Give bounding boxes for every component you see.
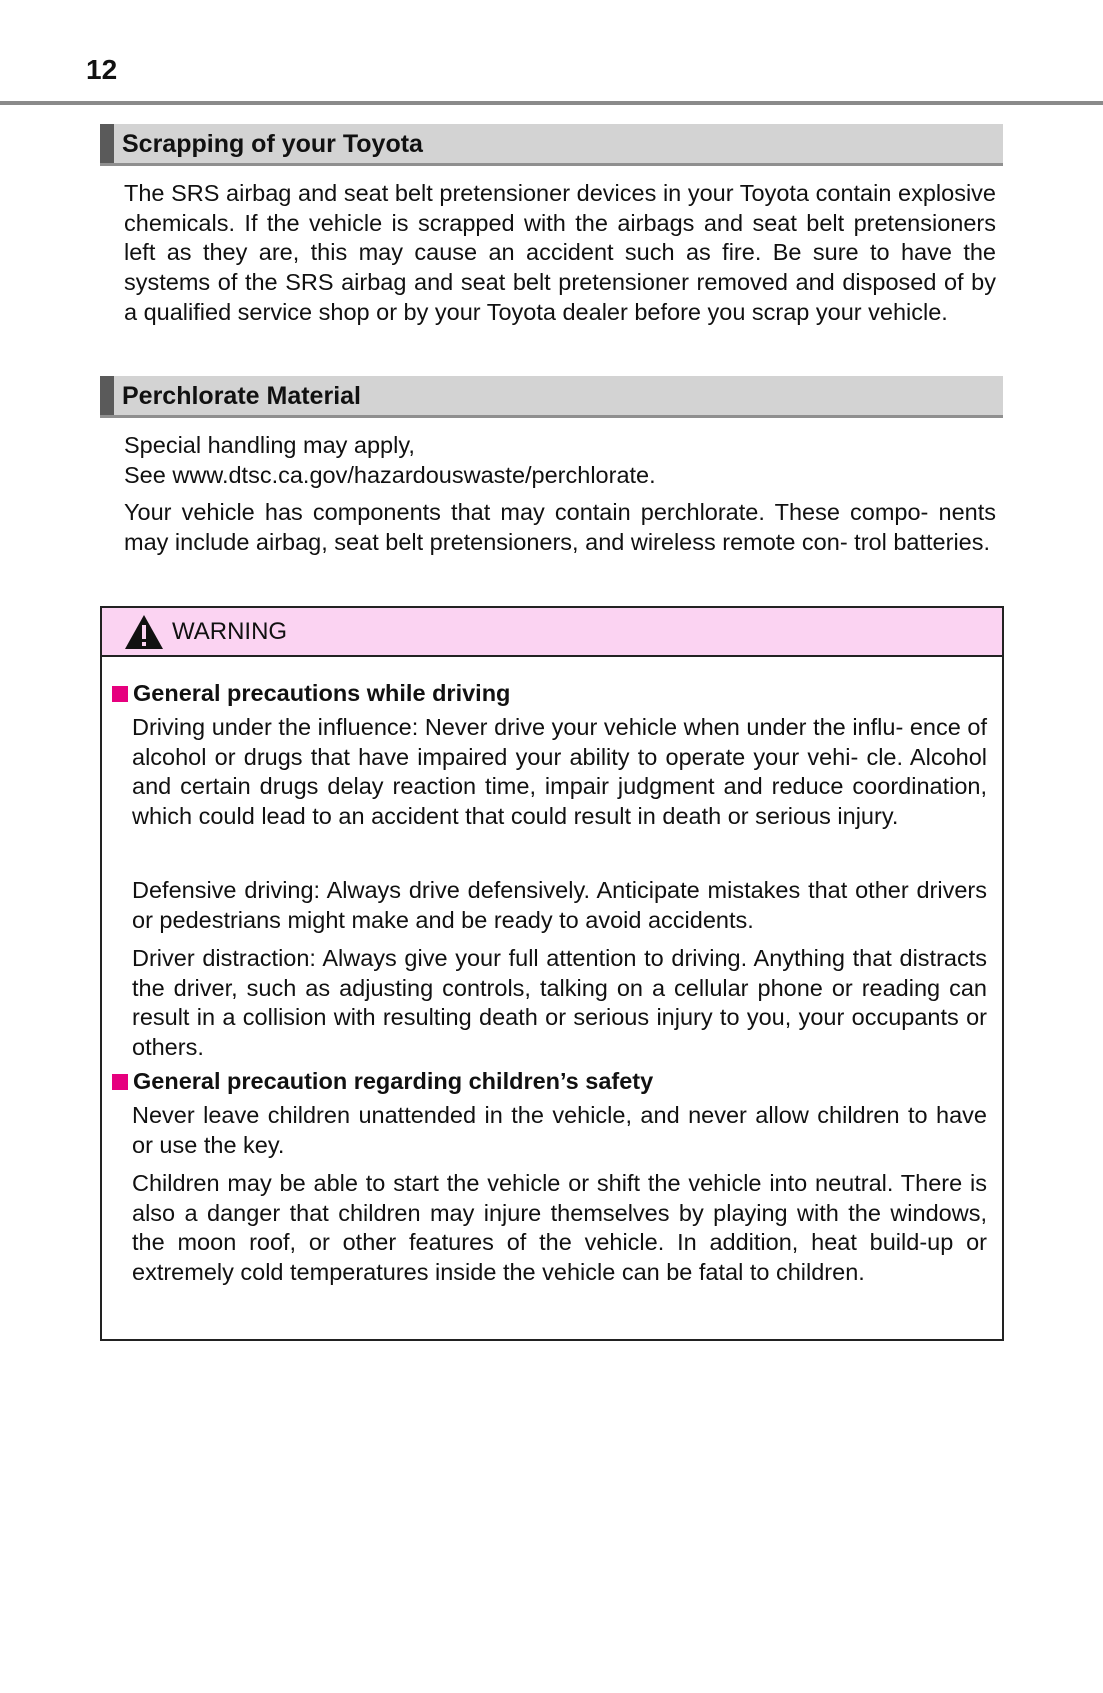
subheading-text: General precaution regarding children’s safety xyxy=(133,1068,654,1094)
warning-label: WARNING xyxy=(172,618,288,645)
warning-paragraph-distraction: Driver distraction: Always give your full attention to driving. Anything that distracts the driver, such as adjusting controls, talking on a cellular phone or reading can result in a collision with resulting death or serious injury to you, your occupants or others. xyxy=(132,945,987,1061)
magenta-square-bullet-icon xyxy=(112,686,128,702)
paragraph-perchlorate: Your vehicle has components that may contain perchlorate. These compo- nents may include airbag, seat belt pretensioners, and wireless remote con- trol batteries. xyxy=(124,499,996,555)
section-title: Scrapping of your Toyota xyxy=(122,130,423,158)
warning-paragraph-defensive: Defensive driving: Always drive defensively. Anticipate mistakes that other drivers or pedestrians might make and be ready to avoid accidents. xyxy=(132,877,987,933)
warning-subheading-children xyxy=(112,1068,653,1095)
warning-paragraph-unattended: Never leave children unattended in the vehicle, and never allow children to have or use the key. xyxy=(132,1102,987,1158)
section-header-bar xyxy=(100,124,114,163)
warning-paragraph-neutral: Children may be able to start the vehicle or shift the vehicle into neutral. There is also a danger that children may injure themselves by playing with the windows, the moon roof, or other features of the vehicle. In addition, heat build-up or extremely cold temperatures inside the vehicle can be fatal to children. xyxy=(132,1170,987,1286)
line-see-url: See www.dtsc.ca.gov/hazardouswaste/perchlorate. xyxy=(124,462,656,488)
section-header-perchlorate xyxy=(100,376,1003,418)
magenta-square-bullet-icon xyxy=(112,1074,128,1090)
top-rule xyxy=(0,101,1103,105)
warning-paragraph-influence: Driving under the influence: Never drive your vehicle when under the influ- ence of alcohol or drugs that have impaired your ability to operate your vehi- cle. Alcohol and certain drugs delay reaction time, impair judgment and reduce coordination, which could lead to an accident that could result in death or serious injury. xyxy=(132,714,987,830)
section-header-bar xyxy=(100,376,114,415)
line-special-handling: Special handling may apply, xyxy=(124,432,415,458)
warning-subheading-driving xyxy=(112,680,510,707)
warning-triangle-icon xyxy=(124,614,164,650)
section-title: Perchlorate Material xyxy=(122,382,361,410)
warning-box xyxy=(100,606,1004,1341)
subheading-text: General precautions while driving xyxy=(133,680,511,706)
page-number: 12 xyxy=(86,54,118,85)
section-header-scrapping xyxy=(100,124,1003,166)
warning-header xyxy=(102,608,1002,657)
paragraph-scrapping: The SRS airbag and seat belt pretensioner devices in your Toyota contain explosive chemicals. If the vehicle is scrapped with the airbags and seat belt pretensioners left as they are, this may cause an accident such as fire. Be sure to have the systems of the SRS airbag and seat belt pretensioner removed and disposed of by a qualified service shop or by your Toyota dealer before you scrap your vehicle. xyxy=(124,180,996,325)
